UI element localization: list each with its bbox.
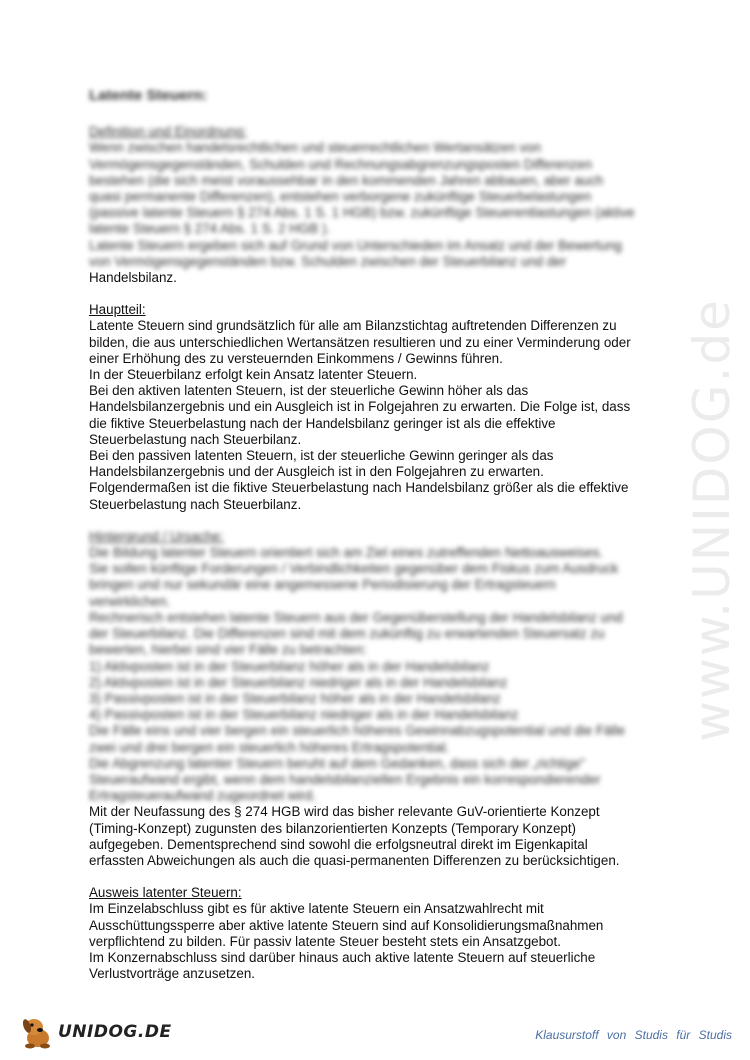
paragraph-line: bringen und nur sekundär eine angemessene Periodisierung der Ertragsteuern xyxy=(89,577,556,593)
document-section xyxy=(89,885,689,982)
document-title: Latente Steuern: xyxy=(89,87,208,104)
paragraph-line: Rechnerisch entstehen latente Steuern aus der Gegenüberstellung der Handelsbilanz und xyxy=(89,609,623,625)
paragraph-line: Ausschüttungssperre aber aktive latente Steuern sind auf Konsolidierungsmaßnahmen xyxy=(89,917,604,933)
paragraph-line: aufgegeben. Dementsprechend sind sowohl die erfolgsneutral direkt im Eigenkapital xyxy=(89,836,588,852)
section-gap xyxy=(89,869,689,885)
logo-text: UNIDOG.DE xyxy=(58,1022,172,1042)
paragraph-line: Latente Steuern ergeben sich auf Grund von Unterschieden im Ansatz und der Bewertung xyxy=(89,237,622,253)
paragraph-line: Steuerbelastung nach Steuerbilanz. xyxy=(89,431,302,447)
paragraph-line: Wenn zwischen handelsrechtlichen und steuerrechtlichen Wertansätzen von xyxy=(89,140,542,156)
paragraph-line: bilden, die aus unterschiedlichen Wertansätzen resultieren und zu einer Verminderung oder xyxy=(89,334,631,350)
paragraph-line: von Vermögensgegenständen bzw. Schulden zwischen der Steuerbilanz und der xyxy=(89,253,567,269)
paragraph-line: (Timing-Konzept) zugunsten des bilanzorientierten Konzepts (Temporary Konzept) xyxy=(89,820,577,836)
paragraph-line: Die Abgrenzung latenter Steuern beruht auf dem Gedanken, dass sich der „richtige" xyxy=(89,755,586,771)
paragraph-line: Steuerbelastung nach Steuerbilanz. xyxy=(89,496,302,512)
paragraph-line: Handelsbilanzergebnis und ein Ausgleich ist in Folgejahren zu erwarten. Die Folge ist, dass xyxy=(89,399,631,415)
section-heading: Hauptteil: xyxy=(89,302,146,318)
paragraph-line: In der Steuerbilanz erfolgt kein Ansatz latenter Steuern. xyxy=(89,367,418,383)
section-heading: Ausweis latenter Steuern: xyxy=(89,885,242,901)
paragraph-line: Im Einzelabschluss gibt es für aktive latente Steuern ein Ansatzwahlrecht mit xyxy=(89,901,544,917)
paragraph-line: Steueraufwand ergibt, wenn dem handelsbilanziellen Ergebnis ein korrespondierender xyxy=(89,771,601,787)
paragraph-line: Handelsbilanz. xyxy=(89,270,177,286)
paragraph-line: Im Konzernabschluss sind darüber hinaus auch aktive latente Steuern auf steuerliche xyxy=(89,949,596,965)
section-gap xyxy=(89,513,689,529)
paragraph-line: verwirklichen. xyxy=(89,593,171,609)
paragraph-line: der Steuerbilanz. Die Differenzen sind mit dem zukünftig zu erwartenden Steuersatz zu xyxy=(89,626,605,642)
paragraph-line: Sie sollen künftige Forderungen / Verbindlichkeiten gegenüber dem Fiskus zum Ausdruck xyxy=(89,561,619,577)
paragraph-line: einer Erhöhung des zu versteuernden Einkommens / Gewinns führen. xyxy=(89,350,503,366)
paragraph-line: latente Steuern § 274 Abs. 1 S. 2 HGB ). xyxy=(89,221,331,237)
document-section xyxy=(89,529,689,885)
paragraph-line: 2) Aktivposten ist in der Steuerbilanz niedriger als in der Handelsbilanz xyxy=(89,674,508,690)
paragraph-line: Die Fälle eins und vier bergen ein steuerlich höheres Gewinnabzugspotential und die Fälle xyxy=(89,723,625,739)
sections xyxy=(89,124,689,982)
paragraph-line: verpflichtend zu bilden. Für passiv latente Steuer besteht stets ein Ansatzgebot. xyxy=(89,933,561,949)
dog-icon xyxy=(20,1014,54,1050)
section-heading: Hintergrund / Ursache: xyxy=(89,528,224,544)
paragraph-line: Bei den aktiven latenten Steuern, ist der steuerliche Gewinn höher als das xyxy=(89,383,529,399)
paragraph-line: quasi permanente Differenzen), entstehen verborgene zukünftige Steuerbelastungen xyxy=(89,189,592,205)
paragraph-line: Vermögensgegenständen, Schulden und Rechnungsabgrenzungsposten Differenzen xyxy=(89,156,593,172)
watermark-text: www.UNIDOG.de xyxy=(683,298,742,742)
paragraph-line: 4) Passivposten ist in der Steuerbilanz niedriger als in der Handelsbilanz xyxy=(89,707,519,723)
document-body xyxy=(89,88,689,982)
document-section xyxy=(89,124,689,302)
unidog-logo xyxy=(20,1012,172,1052)
paragraph-line: Latente Steuern sind grundsätzlich für alle am Bilanzstichtag auftretenden Differenzen zu xyxy=(89,318,617,334)
paragraph-line: Verlustvorträge anzusetzen. xyxy=(89,966,255,982)
section-gap xyxy=(89,286,689,302)
paragraph-line: 1) Aktivposten ist in der Steuerbilanz höher als in der Handelsbilanz xyxy=(89,658,490,674)
paragraph-line: (passive latente Steuern § 274 Abs. 1 S. 1 HGB) bzw. zukünftige Steuerentlastungen (aktive xyxy=(89,205,635,221)
paragraph-line: zwei und drei bergen ein steuerlich höheres Ertragspotential. xyxy=(89,739,450,755)
paragraph-line: bestehen (die sich meist voraussehbar in den kommenden Jahren abbauen, aber auch xyxy=(89,172,604,188)
paragraph-line: Folgendermaßen ist die fiktive Steuerbelastung nach Handelsbilanz größer als die effektive xyxy=(89,480,629,496)
section-heading: Definition und Einordnung: xyxy=(89,124,247,140)
paragraph-line: Die Bildung latenter Steuern orientiert sich am Ziel eines zutreffenden Nettoausweises. xyxy=(89,545,604,561)
document-section xyxy=(89,302,689,529)
paragraph-line: die fiktive Steuerbelastung nach der Handelsbilanz geringer ist als die effektive xyxy=(89,415,556,431)
paragraph-line: erfassten Abweichungen als auch die quasi-permanenten Differenzen zu berücksichtigen. xyxy=(89,852,620,868)
paragraph-line: Bei den passiven latenten Steuern, ist der steuerliche Gewinn geringer als das xyxy=(89,448,554,464)
paragraph-line: bewerten, hierbei sind vier Fälle zu betrachten: xyxy=(89,642,367,658)
paragraph-line: 3) Passivposten ist in der Steuerbilanz höher als in der Handelsbilanz xyxy=(89,690,501,706)
footer-tagline: Klausurstoff von Studis für Studis xyxy=(535,1028,732,1042)
paragraph-line: Handelsbilanzergebnis und der Ausgleich ist in den Folgejahren zu erwarten. xyxy=(89,464,544,480)
paragraph-line: Mit der Neufassung des § 274 HGB wird das bisher relevante GuV-orientierte Konzept xyxy=(89,804,600,820)
paragraph-line: Ertragsteueraufwand zugeordnet wird. xyxy=(89,788,317,804)
